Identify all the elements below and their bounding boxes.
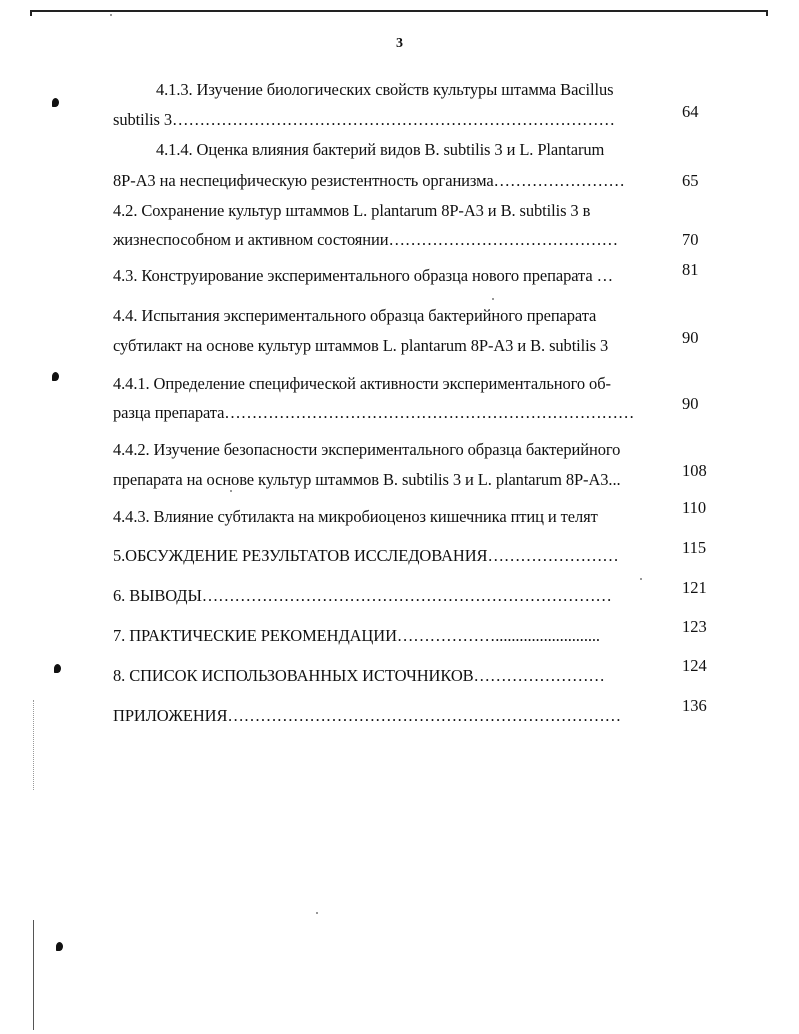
toc-page-number: 123: [682, 617, 707, 636]
toc-entry-text: 4.4.1. Определение специфической активности экспериментального об-: [113, 374, 611, 393]
scan-speck: [640, 578, 642, 580]
binding-hole-mark: [52, 372, 59, 381]
toc-entry-text: 8P-A3 на неспецифическую резистентность организма……………………: [113, 171, 625, 190]
toc-page-number: 90: [682, 394, 699, 413]
toc-entry-text: жизнеспособном и активном состоянии……………………………………: [113, 230, 619, 249]
toc-entry-text: 6. ВЫВОДЫ…………………………………………………………………: [113, 586, 612, 605]
scan-speck: [110, 14, 112, 16]
toc-entry-text: 7. ПРАКТИЧЕСКИЕ РЕКОМЕНДАЦИИ………………..........................: [113, 626, 600, 645]
toc-page-number: 65: [682, 171, 699, 190]
toc-entry-text: разца препарата…………………………………………………………………: [113, 403, 635, 422]
toc-entry-text: субтилакт на основе культур штаммов L. plantarum 8P-A3 и B. subtilis 3: [113, 336, 609, 355]
scan-left-corner: [30, 10, 32, 16]
toc-entry-text: 8. СПИСОК ИСПОЛЬЗОВАННЫХ ИСТОЧНИКОВ……………………: [113, 666, 605, 685]
toc-entry-text: ПРИЛОЖЕНИЯ………………………………………………………………: [113, 706, 622, 725]
toc-page-number: 110: [682, 498, 707, 517]
binding-hole-mark: [54, 664, 61, 673]
toc-entry-text: subtilis 3………………………………………………………………………: [113, 110, 615, 129]
binding-hole-mark: [56, 942, 63, 951]
toc-page-number: 108: [682, 461, 707, 480]
toc-page-number: 121: [682, 578, 707, 597]
toc-entry-text: 4.4.3. Влияние субтилакта на микробиоценоз кишечника птиц и телят: [113, 507, 598, 526]
toc-page-number: 136: [682, 696, 707, 715]
toc-entry-text: 5.ОБСУЖДЕНИЕ РЕЗУЛЬТАТОВ ИССЛЕДОВАНИЯ……………………: [113, 546, 619, 565]
scan-speck: [316, 912, 318, 914]
toc-page-number: 81: [682, 260, 699, 279]
toc-page-number: 70: [682, 230, 699, 249]
scan-speck: [230, 490, 232, 492]
scan-edge-dots: [33, 700, 35, 790]
scan-edge-line: [33, 920, 34, 1030]
scan-top-border: [30, 10, 768, 12]
page-number: 3: [396, 36, 403, 51]
toc-entry-text: 4.4. Испытания экспериментального образца бактерийного препарата: [113, 306, 597, 325]
toc-entry-text: 4.1.4. Оценка влияния бактерий видов B. subtilis 3 и L. Plantarum: [156, 140, 605, 159]
toc-entry-text: препарата на основе культур штаммов B. subtilis 3 и L. plantarum 8P-A3...: [113, 470, 621, 489]
toc-entry-text: 4.2. Сохранение культур штаммов L. plantarum 8P-A3 и B. subtilis 3 в: [113, 201, 591, 220]
toc-page-number: 64: [682, 102, 699, 121]
toc-entry-text: 4.1.3. Изучение биологических свойств культуры штамма Bacillus: [156, 80, 614, 99]
toc-entry-text: 4.4.2. Изучение безопасности экспериментального образца бактерийного: [113, 440, 621, 459]
binding-hole-mark: [52, 98, 59, 107]
toc-entry-text: 4.3. Конструирование экспериментального образца нового препарата …: [113, 266, 614, 285]
toc-page-number: 124: [682, 656, 707, 675]
scan-speck: [492, 298, 494, 300]
scan-right-corner: [766, 10, 768, 16]
toc-page-number: 115: [682, 538, 707, 557]
toc-page-number: 90: [682, 328, 699, 347]
